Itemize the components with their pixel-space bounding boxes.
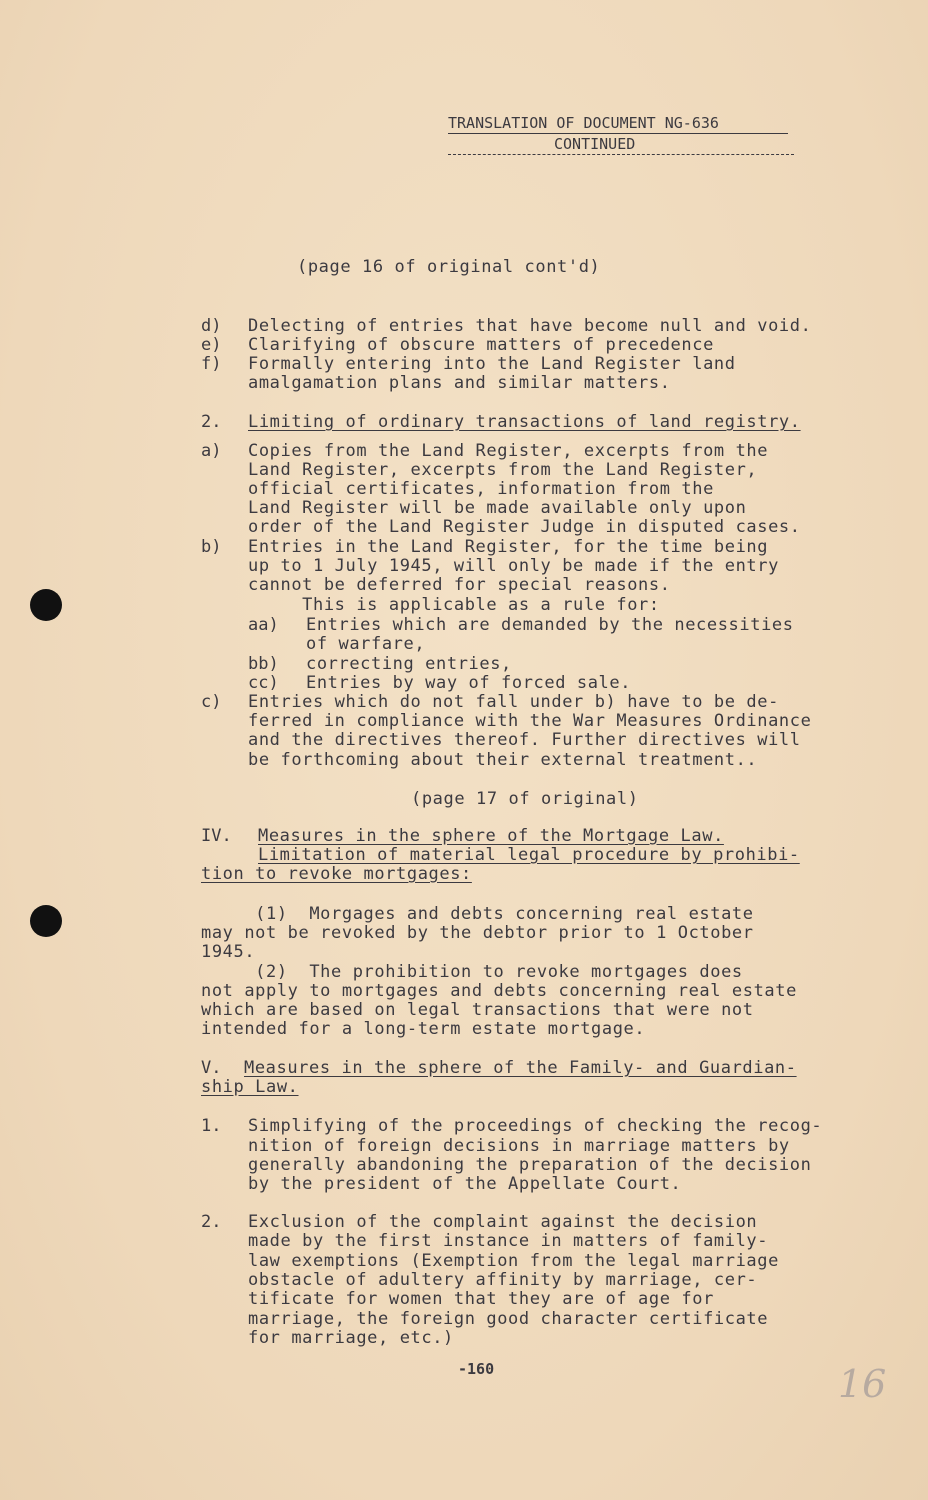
section-iv-heading-line1: Measures in the sphere of the Mortgage Law.	[258, 826, 724, 846]
section-iv-heading-line3: tion to revoke mortgages:	[201, 864, 472, 884]
document-header	[448, 113, 798, 155]
section-v-item1-label: 1.	[201, 1116, 222, 1136]
section-iv-heading-line2: Limitation of material legal procedure by prohibi-	[258, 845, 800, 865]
section-iv-para1-line3: 1945.	[201, 942, 256, 962]
sub-item-aa-line1: Entries which are demanded by the necessities	[306, 615, 794, 635]
section-v-item1-line2: nition of foreign decisions in marriage matters by	[248, 1136, 790, 1156]
list-label-e: e)	[201, 335, 222, 355]
list-item-f-line2: amalgamation plans and similar matters.	[248, 373, 671, 393]
section-v-item2-line2: made by the first instance in matters of family-	[248, 1231, 769, 1251]
section-2-number: 2.	[201, 412, 222, 432]
sub-item-aa-line2: of warfare,	[306, 634, 426, 654]
section-v-item2-line7: for marriage, etc.)	[248, 1328, 454, 1348]
sub-item-bb-line1: correcting entries,	[306, 654, 512, 674]
section-iv-para2-line3: which are based on legal transactions that were not	[201, 1000, 754, 1020]
list-label-d: d)	[201, 316, 222, 336]
section-iv-para2-line2: not apply to mortgages and debts concerning real estate	[201, 981, 797, 1001]
item-a-label: a)	[201, 441, 222, 461]
page-note-17: (page 17 of original)	[411, 789, 639, 809]
section-iv-number: IV.	[201, 826, 232, 846]
page-note-16: (page 16 of original cont'd)	[297, 257, 601, 277]
section-v-item2-line5: tificate for women that they are of age for	[248, 1289, 714, 1309]
handwritten-initial: 16	[838, 1362, 887, 1406]
section-2-heading: Limiting of ordinary transactions of land registry.	[248, 412, 801, 432]
punch-hole-upper	[30, 589, 62, 621]
section-v-heading-line2: ship Law.	[201, 1077, 299, 1097]
punch-hole-lower	[30, 905, 62, 937]
section-v-item2-line1: Exclusion of the complaint against the decision	[248, 1212, 758, 1232]
item-c-line4: be forthcoming about their external treatment..	[248, 750, 758, 770]
section-v-item2-line3: law exemptions (Exemption from the legal marriage	[248, 1251, 779, 1271]
item-b-label: b)	[201, 537, 222, 557]
item-a-line1: Copies from the Land Register, excerpts from the	[248, 441, 769, 461]
section-v-heading-line1: Measures in the sphere of the Family- and Guardian-	[244, 1058, 797, 1078]
item-c-label: c)	[201, 692, 222, 712]
item-a-line4: Land Register will be made available only upon	[248, 498, 747, 518]
section-v-item1-line3: generally abandoning the preparation of the decision	[248, 1155, 812, 1175]
sub-item-cc-label: cc)	[248, 673, 279, 693]
section-v-item2-line4: obstacle of adultery affinity by marriage, cer-	[248, 1270, 758, 1290]
sub-item-cc-line1: Entries by way of forced sale.	[306, 673, 632, 693]
list-item-d: Delecting of entries that have become null and void.	[248, 316, 812, 336]
section-iv-para2-line1: (2) The prohibition to revoke mortgages does	[201, 962, 743, 982]
list-item-e: Clarifying of obscure matters of precedence	[248, 335, 714, 355]
item-b-line2: up to 1 July 1945, will only be made if the entry	[248, 556, 779, 576]
section-v-item1-line4: by the president of the Appellate Court.	[248, 1174, 682, 1194]
section-iv-para2-line4: intended for a long-term estate mortgage.	[201, 1019, 646, 1039]
header-continued: CONTINUED	[448, 134, 794, 155]
sub-item-bb-label: bb)	[248, 654, 279, 674]
item-b-line1: Entries in the Land Register, for the time being	[248, 537, 769, 557]
item-a-line2: Land Register, excerpts from the Land Register,	[248, 460, 758, 480]
item-b-line3: cannot be deferred for special reasons.	[248, 575, 671, 595]
item-c-line1: Entries which do not fall under b) have to be de-	[248, 692, 779, 712]
section-iv-para1-line2: may not be revoked by the debtor prior to 1 October	[201, 923, 754, 943]
section-iv-para1-line1: (1) Morgages and debts concerning real estate	[201, 904, 754, 924]
section-v-item1-line1: Simplifying of the proceedings of checking the recog-	[248, 1116, 823, 1136]
header-title: TRANSLATION OF DOCUMENT NG-636	[448, 113, 788, 134]
list-item-f-line1: Formally entering into the Land Register land	[248, 354, 736, 374]
list-label-f: f)	[201, 354, 222, 374]
section-v-item2-label: 2.	[201, 1212, 222, 1232]
section-v-item2-line6: marriage, the foreign good character certificate	[248, 1309, 769, 1329]
item-c-line3: and the directives thereof. Further directives will	[248, 730, 801, 750]
item-c-line2: ferred in compliance with the War Measures Ordinance	[248, 711, 812, 731]
sub-item-aa-label: aa)	[248, 615, 279, 635]
section-v-number: V.	[201, 1058, 222, 1078]
item-a-line5: order of the Land Register Judge in disputed cases.	[248, 517, 801, 537]
item-a-line3: official certificates, information from the	[248, 479, 714, 499]
item-b-line4: This is applicable as a rule for:	[248, 595, 660, 615]
page-number: -160	[458, 1360, 495, 1378]
